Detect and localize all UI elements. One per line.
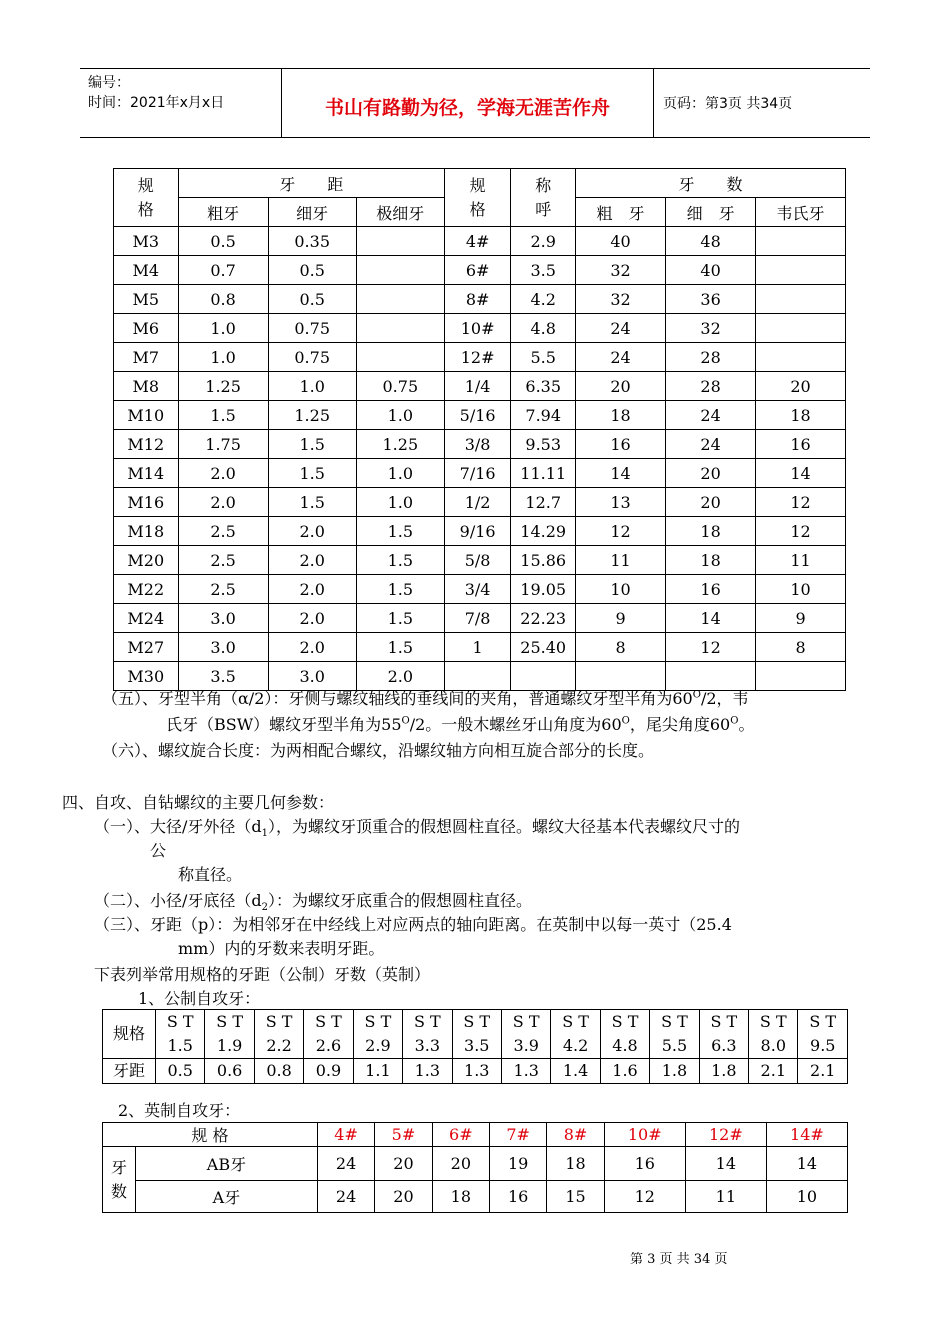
table-cell: 0.5 (268, 285, 356, 314)
table-cell: 1 (444, 633, 510, 662)
table-cell: 2.5 (178, 517, 268, 546)
spec-cell: S T 2.9 (353, 1010, 402, 1059)
table-cell: 1.5 (356, 546, 444, 575)
table-cell: M4 (114, 256, 179, 285)
row-count-label: 牙 数 (103, 1147, 136, 1213)
page-header (80, 68, 870, 138)
table-cell: 18 (576, 401, 666, 430)
a-count-cell: 11 (685, 1181, 766, 1213)
table-cell: 2.0 (268, 517, 356, 546)
pitch-cell: 1.3 (501, 1059, 550, 1084)
para-6: （六）、螺纹旋合长度：为两相配合螺纹，沿螺纹轴方向相互旋合部分的长度。 (102, 741, 655, 760)
row-ab-label: AB牙 (136, 1147, 318, 1181)
table-intro: 下表列举常用规格的牙距（公制）牙数（英制） (94, 965, 431, 984)
spec-cell: S T 8.0 (749, 1010, 798, 1059)
table-cell: 3.0 (268, 662, 356, 691)
row-spec-label: 规格 (103, 1010, 156, 1059)
table-cell: 32 (576, 285, 666, 314)
table-cell: 11.11 (511, 459, 576, 488)
table-cell: 2.0 (178, 459, 268, 488)
table-cell: 12.7 (511, 488, 576, 517)
table-cell: 7.94 (511, 401, 576, 430)
table-cell: 10 (576, 575, 666, 604)
table-cell: 0.8 (178, 285, 268, 314)
table-cell: 1.5 (356, 517, 444, 546)
table-cell: 11 (756, 546, 846, 575)
table-cell: 36 (666, 285, 756, 314)
section-4-title: 四、自攻、自钻螺纹的主要几何参数： (62, 793, 335, 812)
table-cell: 1.25 (268, 401, 356, 430)
header-page: 页码：第3页 共34页 (663, 96, 793, 112)
table-cell: M30 (114, 662, 179, 691)
table-cell: 1.0 (356, 401, 444, 430)
table-cell: 20 (666, 488, 756, 517)
col-whitworth: 韦氏牙 (756, 198, 846, 227)
spec-cell: 6# (432, 1123, 489, 1147)
table-cell: 3/8 (444, 430, 510, 459)
table-cell (756, 227, 846, 256)
spec-cell: S T 4.8 (600, 1010, 649, 1059)
spec-cell: S T 1.5 (156, 1010, 205, 1059)
table-cell: M22 (114, 575, 179, 604)
spec-cell: S T 3.3 (403, 1010, 452, 1059)
table-cell: 7/16 (444, 459, 510, 488)
table-cell: 9.53 (511, 430, 576, 459)
ab-count-cell: 20 (432, 1147, 489, 1181)
table-cell: 8 (576, 633, 666, 662)
table-cell: 9 (576, 604, 666, 633)
table-cell: 0.75 (268, 343, 356, 372)
col-pitch: 牙 距 (178, 169, 444, 198)
table-cell: 2.0 (356, 662, 444, 691)
table-cell (356, 285, 444, 314)
table-cell: 1.5 (356, 575, 444, 604)
pitch-cell: 0.8 (254, 1059, 303, 1084)
table-cell: 8# (444, 285, 510, 314)
table-cell: 2.0 (268, 546, 356, 575)
sub-metric-title: 1、公制自攻牙： (138, 989, 261, 1008)
pitch-cell: 1.1 (353, 1059, 402, 1084)
table-cell: M12 (114, 430, 179, 459)
table-cell: 4.8 (511, 314, 576, 343)
spec-cell: S T 5.5 (650, 1010, 699, 1059)
table-cell: 6.35 (511, 372, 576, 401)
table-cell: 10# (444, 314, 510, 343)
table-cell: 1.5 (356, 633, 444, 662)
para-3b: mm）内的牙数来表明牙距。 (178, 939, 385, 958)
table-cell: 5.5 (511, 343, 576, 372)
table-cell: 32 (576, 256, 666, 285)
spec-cell: S T 1.9 (205, 1010, 254, 1059)
table-cell: 16 (756, 430, 846, 459)
table-cell: 0.5 (268, 256, 356, 285)
header-meta (80, 69, 282, 137)
pitch-cell: 1.3 (452, 1059, 501, 1084)
table-row (114, 227, 846, 256)
table-row (114, 343, 846, 372)
row-pitch-label: 牙距 (103, 1059, 156, 1084)
spec-cell: 14# (766, 1123, 847, 1147)
table-cell: 10 (756, 575, 846, 604)
table-cell: 5/8 (444, 546, 510, 575)
table-cell: 2.0 (178, 488, 268, 517)
table-cell: 28 (666, 372, 756, 401)
a-count-cell: 24 (317, 1181, 374, 1213)
spec-cell: 8# (547, 1123, 604, 1147)
table-cell: 13 (576, 488, 666, 517)
pitch-cell: 2.1 (749, 1059, 798, 1084)
table-cell: 3/4 (444, 575, 510, 604)
table-row (114, 546, 846, 575)
table-cell: 14 (576, 459, 666, 488)
table-cell: 24 (576, 314, 666, 343)
table-cell: 11 (576, 546, 666, 575)
table-cell: 1.0 (356, 459, 444, 488)
pitch-cell: 1.4 (551, 1059, 600, 1084)
table-cell: 18 (756, 401, 846, 430)
spec-cell: S T 2.2 (254, 1010, 303, 1059)
col-fine: 细牙 (268, 198, 356, 227)
table-cell (356, 227, 444, 256)
a-count-cell: 20 (375, 1181, 432, 1213)
table-cell: 24 (666, 430, 756, 459)
table-cell: 3.5 (178, 662, 268, 691)
table-cell: 3.5 (511, 256, 576, 285)
table-cell: 0.75 (268, 314, 356, 343)
table-cell: 12 (756, 517, 846, 546)
spec-cell: S T 6.3 (699, 1010, 748, 1059)
table-cell: 25.40 (511, 633, 576, 662)
para-1c: 称直径。 (178, 865, 243, 884)
table-cell (756, 343, 846, 372)
table-cell: 1.75 (178, 430, 268, 459)
metric-self-tapping-table (102, 1009, 848, 1084)
table-cell: 14.29 (511, 517, 576, 546)
spec-cell: 4# (317, 1123, 374, 1147)
table-cell: 12 (576, 517, 666, 546)
sub-inch-title: 2、英制自攻牙： (118, 1101, 241, 1120)
table-cell: 1.0 (178, 343, 268, 372)
table-cell: 40 (576, 227, 666, 256)
spec-cell: S T 3.9 (501, 1010, 550, 1059)
table-cell: M27 (114, 633, 179, 662)
table-row (114, 372, 846, 401)
table-cell: 1.0 (356, 488, 444, 517)
table-cell: 14 (666, 604, 756, 633)
table-cell: 2.0 (268, 633, 356, 662)
table-cell: M24 (114, 604, 179, 633)
col-fine2: 细 牙 (666, 198, 756, 227)
table-cell: 0.5 (178, 227, 268, 256)
ab-count-cell: 16 (604, 1147, 685, 1181)
table-cell: 1.0 (178, 314, 268, 343)
table-row (114, 633, 846, 662)
a-count-cell: 12 (604, 1181, 685, 1213)
table-cell (756, 285, 846, 314)
table-cell: 9 (756, 604, 846, 633)
a-count-cell: 16 (490, 1181, 547, 1213)
table-cell: 1/4 (444, 372, 510, 401)
table-cell: 0.75 (356, 372, 444, 401)
table-cell: 3.0 (178, 633, 268, 662)
table-row (114, 488, 846, 517)
table-cell: 14 (756, 459, 846, 488)
col-spec2: 规 格 (444, 169, 510, 227)
row-spec-label: 规 格 (103, 1123, 318, 1147)
para-2: （二）、小径/牙底径$(d_2)$：为螺纹牙底重合的假想圆柱直径。 (94, 891, 533, 914)
table-cell: 6# (444, 256, 510, 285)
page-footer: 第 3 页 共 34 页 (630, 1252, 728, 1267)
table-cell: 1.5 (268, 430, 356, 459)
table-cell: 5/16 (444, 401, 510, 430)
table-cell: M18 (114, 517, 179, 546)
pitch-cell: 1.8 (650, 1059, 699, 1084)
table-cell: 2.9 (511, 227, 576, 256)
table-cell: 16 (666, 575, 756, 604)
pitch-cell: 0.6 (205, 1059, 254, 1084)
inch-self-tapping-table (102, 1122, 848, 1213)
ab-count-cell: 14 (766, 1147, 847, 1181)
header-motto: 书山有路勤为径，学海无涯苦作舟 (282, 69, 654, 137)
table-cell: 24 (666, 401, 756, 430)
pitch-cell: 1.8 (699, 1059, 748, 1084)
table-cell: 22.23 (511, 604, 576, 633)
table-cell: M3 (114, 227, 179, 256)
table-cell: 1/2 (444, 488, 510, 517)
table-cell: 1.5 (268, 488, 356, 517)
a-count-cell: 18 (432, 1181, 489, 1213)
table-cell: M10 (114, 401, 179, 430)
table-cell: 40 (666, 256, 756, 285)
spec-cell: S T 3.5 (452, 1010, 501, 1059)
table-cell: 12 (756, 488, 846, 517)
ab-count-cell: 14 (685, 1147, 766, 1181)
spec-cell: 12# (685, 1123, 766, 1147)
spec-cell: S T 9.5 (798, 1010, 848, 1059)
table-cell: M7 (114, 343, 179, 372)
para-1a: （一）、大径/牙外径$(d_1)$，为螺纹牙顶重合的假想圆柱直径。螺纹大径基本代表螺纹尺寸的 (94, 817, 741, 840)
row-a-label: A牙 (136, 1181, 318, 1213)
table-cell: 8 (756, 633, 846, 662)
table-cell: 0.7 (178, 256, 268, 285)
table-cell: 48 (666, 227, 756, 256)
table-cell: 12 (666, 633, 756, 662)
table-cell: 4.2 (511, 285, 576, 314)
col-coarse: 粗牙 (178, 198, 268, 227)
table-cell: 15.86 (511, 546, 576, 575)
table-cell: 9/16 (444, 517, 510, 546)
table-cell: 1.5 (178, 401, 268, 430)
pitch-cell: 0.9 (304, 1059, 353, 1084)
col-coarse2: 粗 牙 (576, 198, 666, 227)
spec-cell: 10# (604, 1123, 685, 1147)
pitch-cell: 0.5 (156, 1059, 205, 1084)
table-cell: 20 (576, 372, 666, 401)
table-cell (756, 314, 846, 343)
spec-cell: S T 2.6 (304, 1010, 353, 1059)
a-count-cell: 15 (547, 1181, 604, 1213)
table-cell: 1.0 (268, 372, 356, 401)
col-spec: 规 格 (114, 169, 179, 227)
table-cell: 2.5 (178, 546, 268, 575)
table-cell: 3.0 (178, 604, 268, 633)
table-cell: 28 (666, 343, 756, 372)
ab-count-cell: 18 (547, 1147, 604, 1181)
table-cell (356, 256, 444, 285)
col-name: 称 呼 (511, 169, 576, 227)
table-cell (356, 314, 444, 343)
ab-count-cell: 24 (317, 1147, 374, 1181)
table-cell: 4# (444, 227, 510, 256)
code-label: 编号： (88, 75, 130, 91)
table-cell: 1.5 (356, 604, 444, 633)
table-cell: 32 (666, 314, 756, 343)
table-row (114, 459, 846, 488)
para-3a: （三）、牙距（p）：为相邻牙在中经线上对应两点的轴向距离。在英制中以每一英寸（25.4 (94, 915, 732, 934)
table-cell: 2.5 (178, 575, 268, 604)
table-cell (756, 662, 846, 691)
table-cell: 7/8 (444, 604, 510, 633)
table-cell: 1.25 (356, 430, 444, 459)
spec-cell: S T 4.2 (551, 1010, 600, 1059)
table-row (114, 604, 846, 633)
table-cell: 0.35 (268, 227, 356, 256)
table-row (114, 430, 846, 459)
table-row (114, 401, 846, 430)
table-cell: M20 (114, 546, 179, 575)
pitch-cell: 1.3 (403, 1059, 452, 1084)
spec-cell: 7# (490, 1123, 547, 1147)
table-row (114, 314, 846, 343)
table-cell: 2.0 (268, 604, 356, 633)
table-cell: M6 (114, 314, 179, 343)
table-cell (756, 256, 846, 285)
col-count: 牙 数 (576, 169, 846, 198)
ab-count-cell: 20 (375, 1147, 432, 1181)
table-cell: 2.0 (268, 575, 356, 604)
table-row (114, 575, 846, 604)
table-cell: M16 (114, 488, 179, 517)
table-cell: 18 (666, 517, 756, 546)
table-cell: M8 (114, 372, 179, 401)
ab-count-cell: 19 (490, 1147, 547, 1181)
pitch-cell: 1.6 (600, 1059, 649, 1084)
table-row (114, 256, 846, 285)
table-cell (356, 343, 444, 372)
table-cell: M5 (114, 285, 179, 314)
col-extra-fine: 极细牙 (356, 198, 444, 227)
time-label: 时间：2021年x月x日 (88, 95, 225, 111)
pitch-cell: 2.1 (798, 1059, 848, 1084)
table-cell: 16 (576, 430, 666, 459)
para-5a: （五）、牙型半角（α/2）：牙侧与螺纹轴线的垂线间的夹角，普通螺纹牙型半角为$60^O/2$，韦 (102, 689, 749, 708)
table-row (114, 285, 846, 314)
table-cell: 18 (666, 546, 756, 575)
metric-inch-thread-table (113, 168, 846, 691)
para-5b: 氏牙（BSW）螺纹牙型半角为$55^O/2$。一般木螺丝牙山角度为$60^O$，尾尖角度$60^O$。 (166, 715, 755, 734)
table-cell: 1.25 (178, 372, 268, 401)
a-count-cell: 10 (766, 1181, 847, 1213)
table-cell: M14 (114, 459, 179, 488)
table-cell: 12# (444, 343, 510, 372)
table-cell: 19.05 (511, 575, 576, 604)
table-cell: 20 (756, 372, 846, 401)
table-row (114, 517, 846, 546)
table-cell: 1.5 (268, 459, 356, 488)
para-1b: 公 (150, 841, 167, 860)
table-cell: 24 (576, 343, 666, 372)
spec-cell: 5# (375, 1123, 432, 1147)
table-cell: 20 (666, 459, 756, 488)
